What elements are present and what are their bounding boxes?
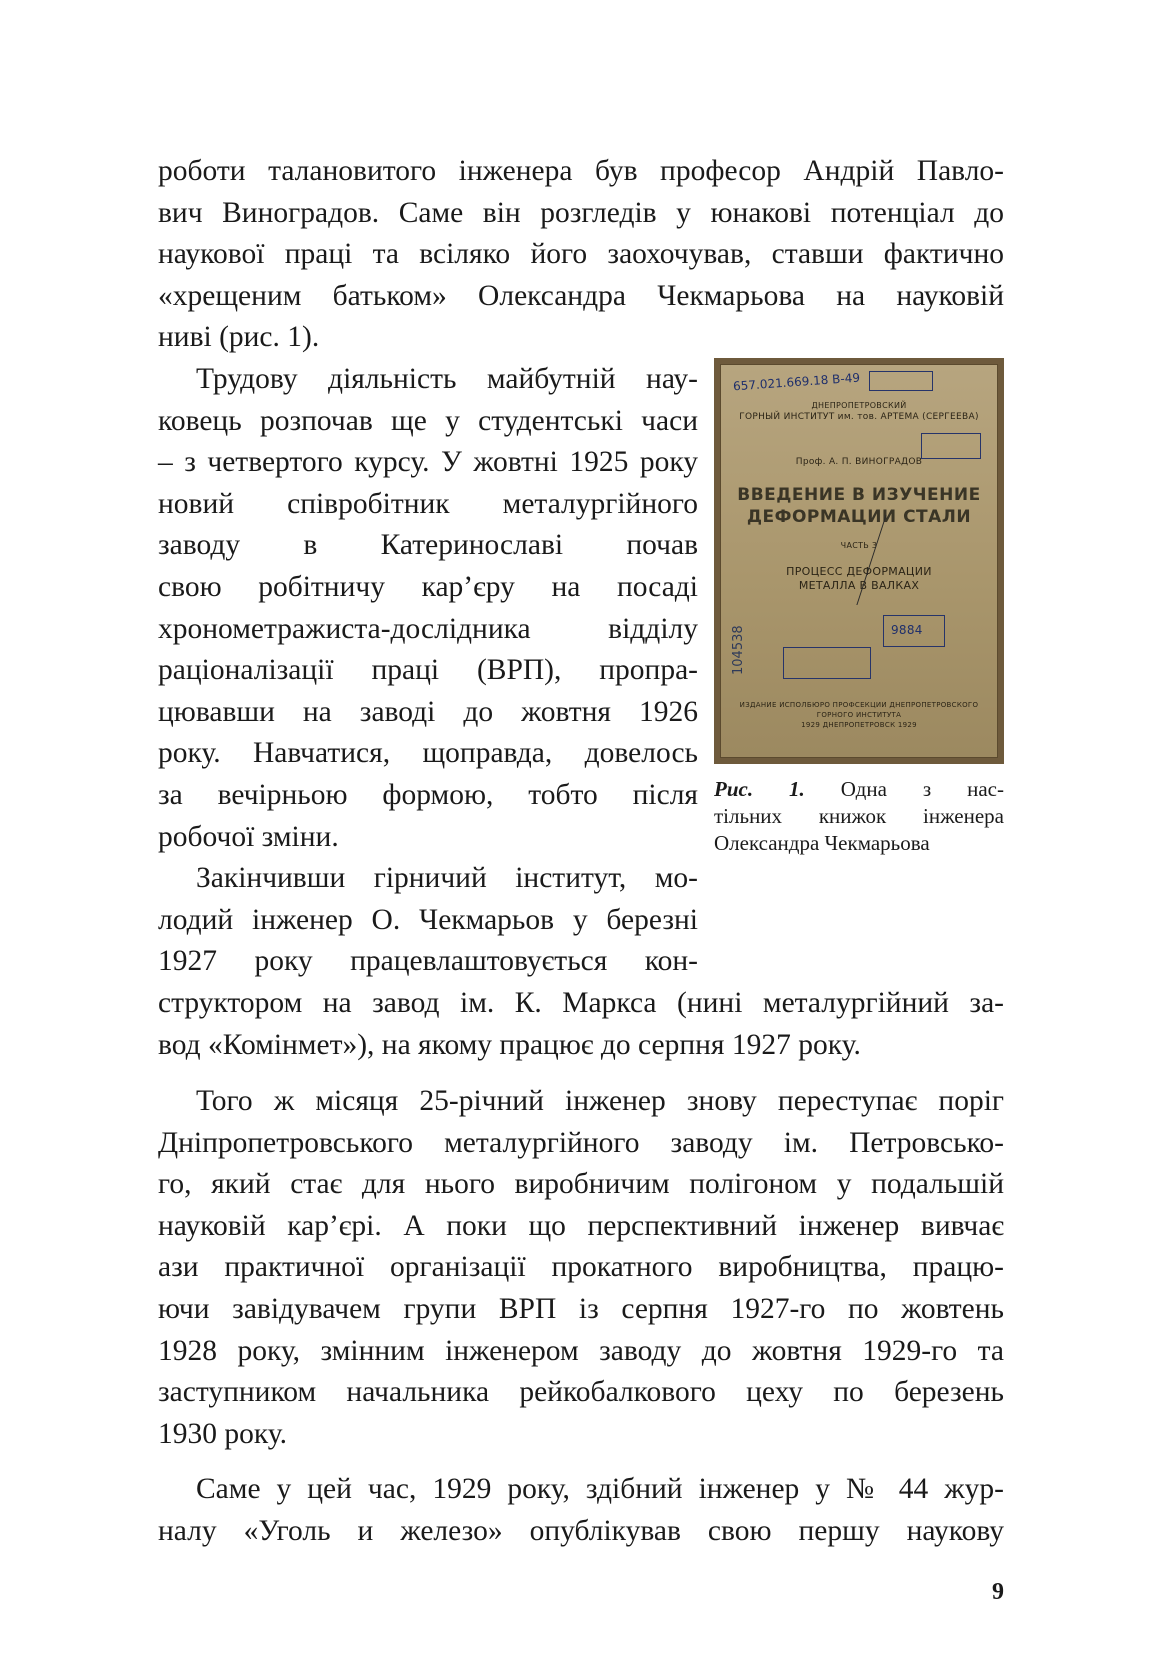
text-line: налу «Уголь и железо» опублікував свою першу наукову: [158, 1514, 1004, 1547]
text-line: ази практичної організації прокатного виробництва, працю-: [158, 1251, 1004, 1284]
text-line: Трудову діяльність майбутній нау-: [196, 363, 698, 395]
cover-subtitle-line2: МЕТАЛЛА В ВАЛКАХ: [798, 579, 920, 592]
caption-line: тільних книжок інженера: [714, 804, 1004, 828]
text-line: Закінчивши гірничий інститут, мо-: [196, 862, 698, 894]
text-line: раціоналізації праці (ВРП), пропра-: [158, 654, 698, 687]
text-line: «хрещеним батьком» Олександра Чекмарьова на науковій: [158, 279, 1004, 312]
text-line: ючи завідувачем групи ВРП із серпня 1927-го по жовтень: [158, 1292, 1004, 1325]
caption-line: [714, 776, 1004, 803]
text-line: лодий інженер О. Чекмарьов у березні: [158, 903, 698, 936]
figure-book-cover: [714, 358, 1004, 764]
text-line: вич Виноградов. Саме він розгледів у юнакові потенціал до: [158, 196, 1004, 229]
page-number: 9: [992, 1579, 1004, 1605]
caption-label: Рис. 1.: [714, 777, 805, 801]
cover-title-line1: ВВЕДЕНИЕ В ИЗУЧЕНИЕ: [737, 485, 981, 505]
text-line: заступником начальника рейкобалкового цеху по березень: [158, 1376, 1004, 1409]
library-stamp-box: [783, 647, 871, 679]
cover-publisher-line2: ГОРНОГО ИНСТИТУТА: [816, 711, 902, 719]
text-line: робочої зміни.: [158, 820, 339, 853]
book-cover-image: [720, 364, 998, 758]
library-stamp-box: [921, 433, 981, 459]
text-line: 1927 року працевлаштовується кон-: [158, 945, 698, 978]
text-line: цювавши на заводі до жовтня 1926: [158, 695, 698, 728]
text-line: роботи талановитого інженера був професор Андрій Павло-: [158, 155, 1004, 187]
cover-subtitle-line1: ПРОЦЕСС ДЕФОРМАЦИИ: [786, 565, 932, 578]
stamp-number: 9884: [891, 623, 923, 637]
text-line: ковець розпочав ще у студентські часи: [158, 404, 698, 437]
cover-publisher-line1: ИЗДАНИЕ ИСПОЛБЮРО ПРОФСЕКЦИИ ДНЕПРОПЕТРОВСКОГО: [739, 701, 979, 709]
text-line: Того ж місяця 25-річний інженер знову переступає поріг: [196, 1085, 1004, 1117]
paragraph-2: [158, 359, 698, 858]
text-line: року. Навчатися, щоправда, довелось: [158, 737, 698, 770]
cover-title-line2: ДЕФОРМАЦИИ СТАЛИ: [746, 507, 972, 527]
text-line: 1928 року, змінним інженером заводу до жовтня 1929-го та: [158, 1334, 1004, 1367]
paragraph-5: [158, 1469, 1004, 1552]
text-line: за вечірньою формою, тобто після: [158, 778, 698, 811]
library-stamp-top: 657.021.669.18 В-49: [732, 370, 861, 394]
text-line: Саме у цей час, 1929 року, здібний інженер у № 44 жур-: [196, 1473, 1004, 1505]
paragraph-3-wide: [158, 983, 1004, 1066]
inventory-stamp: 104538: [731, 625, 746, 675]
cover-author: Проф. А. П. ВИНОГРАДОВ: [795, 457, 923, 467]
text-line: новий співробітник металургійного: [158, 487, 698, 520]
caption-text: Одна з нас-: [804, 777, 1004, 801]
cover-institute-line1: ДНЕПРОПЕТРОВСКИЙ: [811, 401, 907, 410]
paragraph-4: [158, 1081, 1004, 1455]
text-line: заводу в Катеринославі почав: [158, 529, 698, 562]
text-line: 1930 року.: [158, 1417, 287, 1450]
text-line: структором на завод ім. К. Маркса (нині металургійний за-: [158, 987, 1004, 1019]
text-line: вод «Комінмет»), на якому працює до серпня 1927 року.: [158, 1028, 861, 1061]
library-stamp-box: [869, 371, 933, 391]
paragraph-3-narrow: [158, 858, 698, 983]
text-line: хронометражиста-дослідника відділу: [158, 612, 698, 645]
text-line: свою робітничу кар’єру на посаді: [158, 570, 698, 603]
text-line: науковій кар’єрі. А поки що перспективний інженер вивчає: [158, 1209, 1004, 1242]
caption-line: Олександра Чекмарьова: [714, 831, 930, 855]
cover-institute-line2: ГОРНЫЙ ИНСТИТУТ им. тов. АРТЕМА (СЕРГЕЕВА): [739, 412, 979, 422]
text-line: го, який стає для нього виробничим полігоном у подальшій: [158, 1168, 1004, 1201]
paragraph-1: [158, 151, 1004, 359]
cover-publisher-line3: 1929 ДНЕПРОПЕТРОВСК 1929: [801, 721, 917, 729]
text-line: наукової праці та всіляко його заохочував, ставши фактично: [158, 238, 1004, 271]
figure-caption: [714, 776, 1004, 857]
text-line: Дніпропетровського металургійного заводу ім. Петровсько-: [158, 1126, 1004, 1159]
text-line: ниві (рис. 1).: [158, 321, 320, 354]
cover-part: ЧАСТЬ 3: [840, 541, 878, 550]
text-line: – з четвертого курсу. У жовтні 1925 року: [158, 446, 698, 479]
